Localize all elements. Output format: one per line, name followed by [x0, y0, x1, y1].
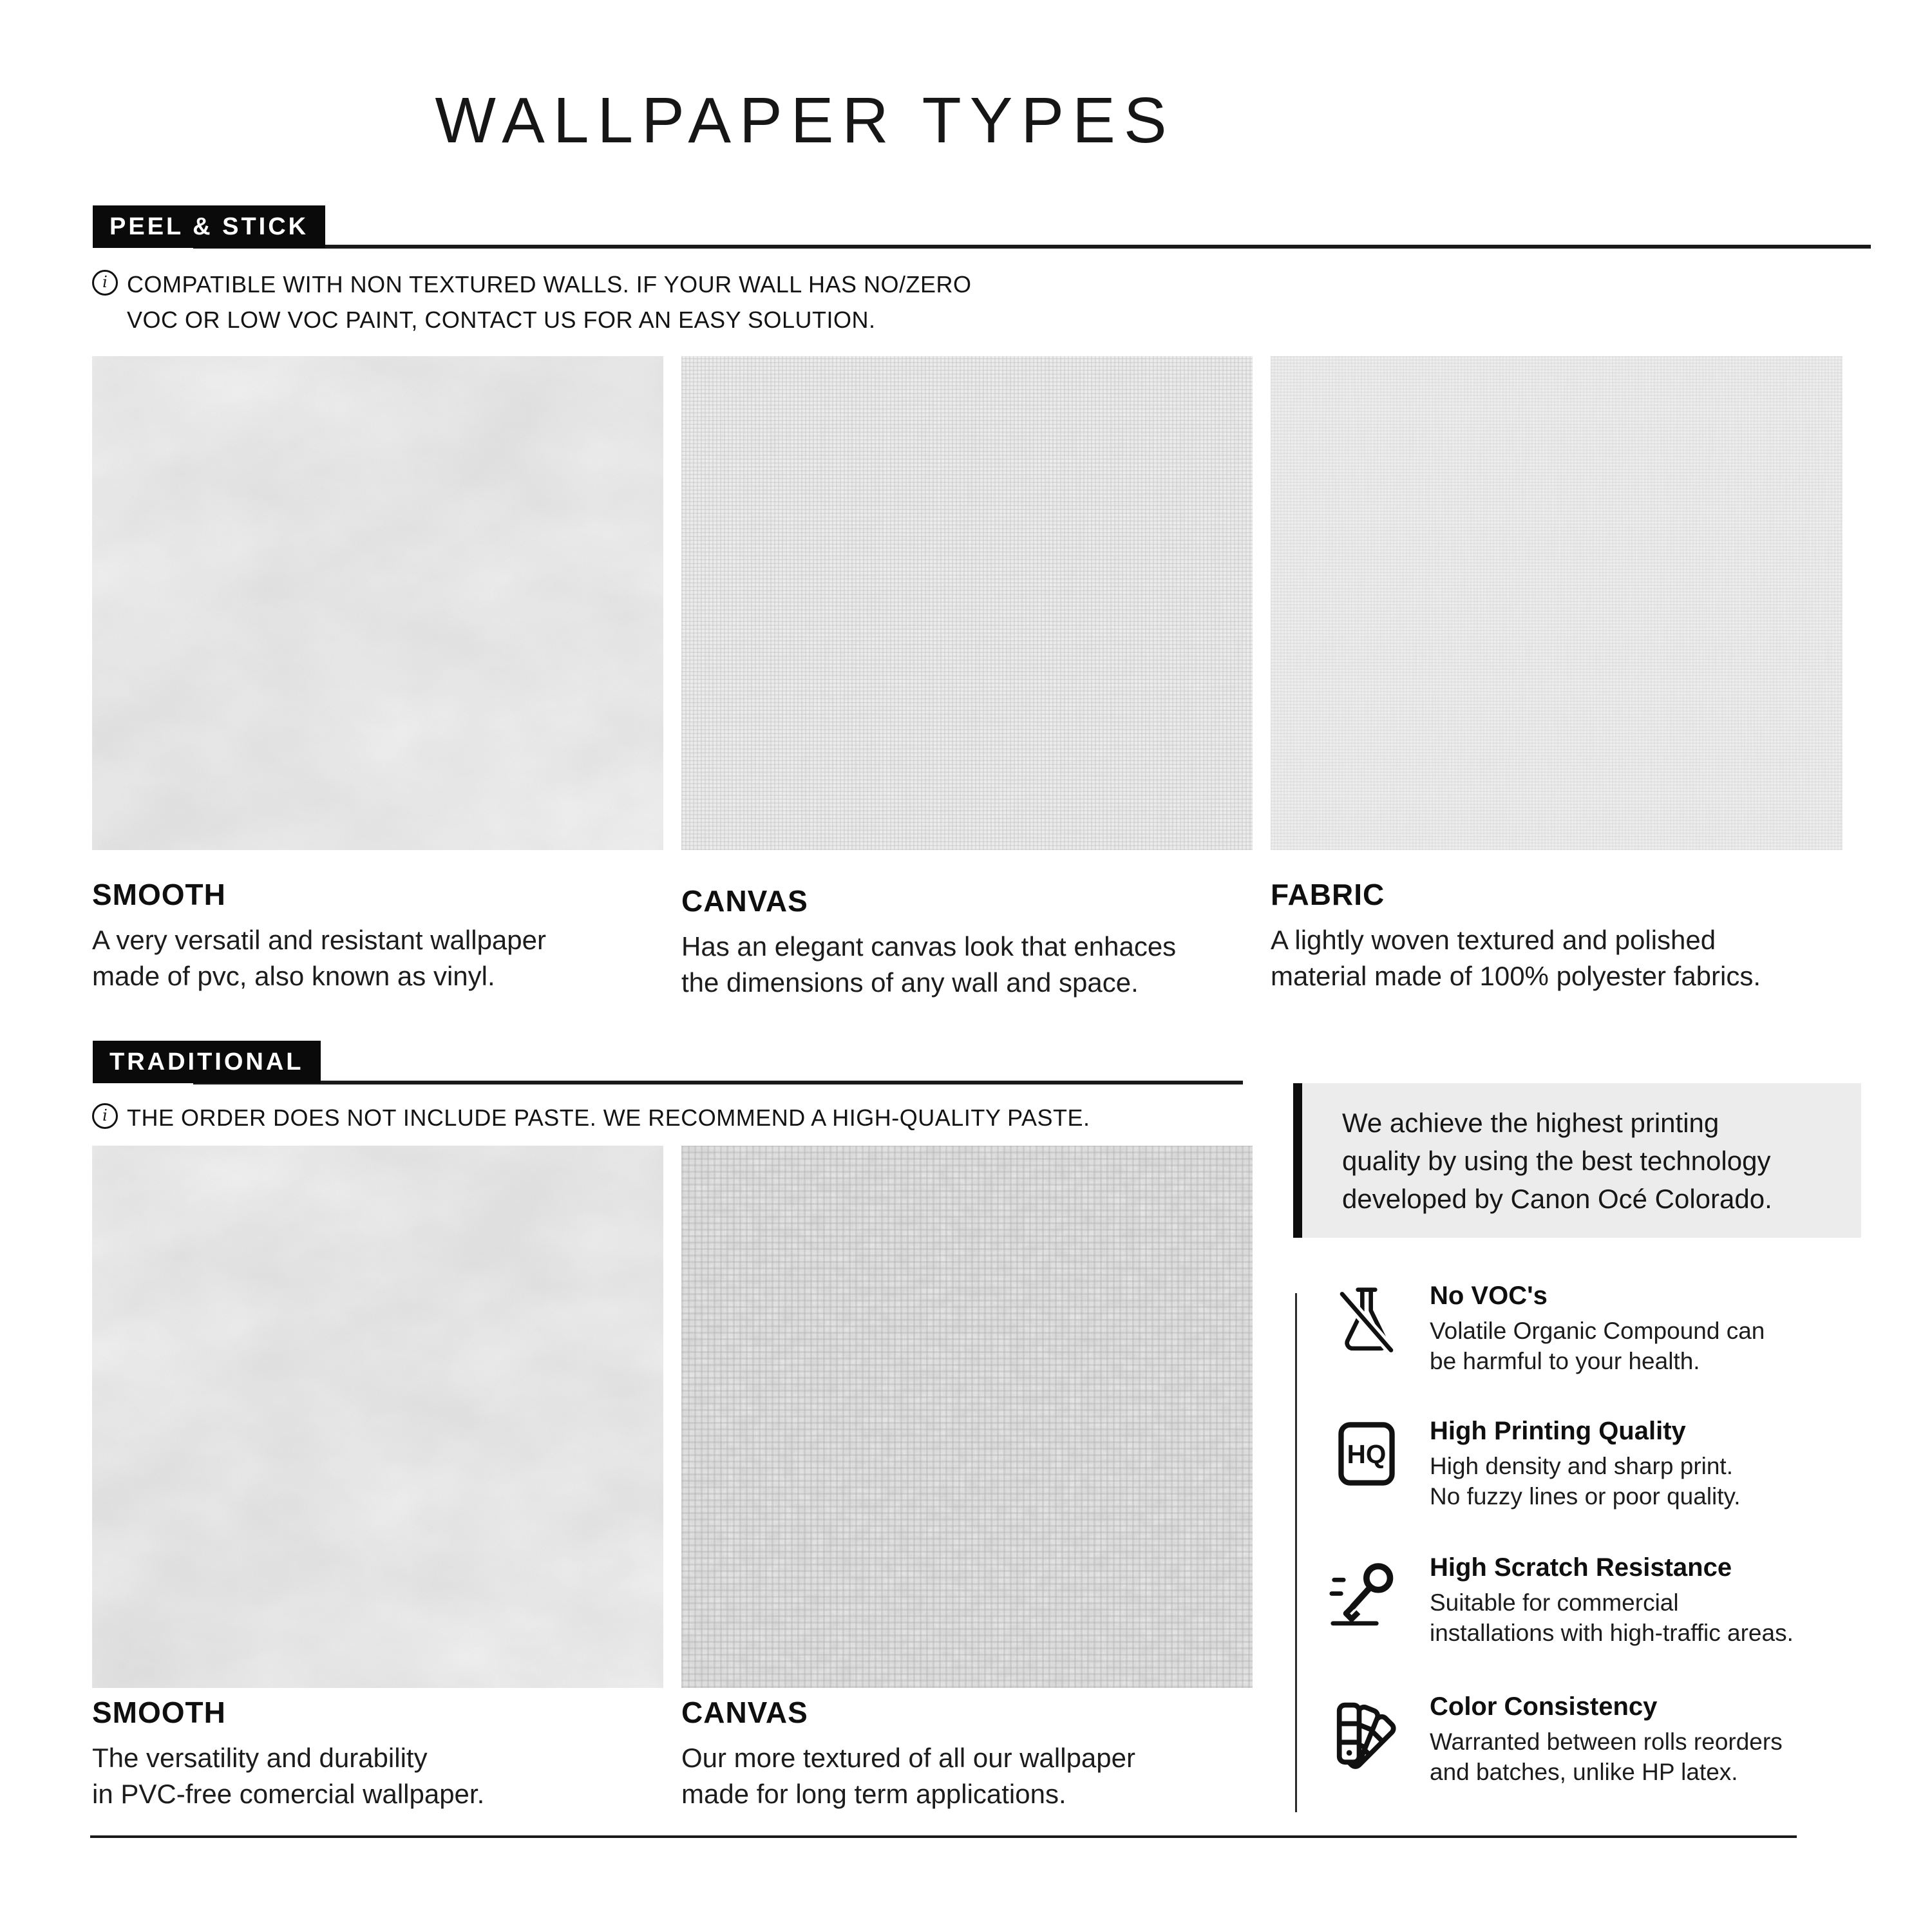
swatch-name: FABRIC: [1271, 878, 1385, 911]
traditional-note: [92, 1100, 1251, 1135]
info-icon: i: [92, 270, 118, 296]
feature-title: High Printing Quality: [1430, 1417, 1686, 1445]
traditional-badge: TRADITIONAL: [93, 1041, 321, 1083]
feature-color-consistency: [1430, 1692, 1893, 1787]
peel-stick-note-line-2: VOC OR LOW VOC PAINT, CONTACT US FOR AN EASY SOLUTION.: [127, 307, 876, 333]
peel-stick-note: [92, 267, 1187, 337]
peel-stick-canvas-swatch-image: [681, 356, 1253, 850]
traditional-canvas-swatch-image: [681, 1146, 1253, 1688]
feature-desc-line-2: and batches, unlike HP latex.: [1430, 1759, 1738, 1785]
hq-icon-label: HQ: [1347, 1439, 1387, 1470]
swatch-name: CANVAS: [681, 884, 808, 918]
swatch-desc-line-1: A very versatil and resistant wallpaper: [92, 925, 546, 955]
feature-title: Color Consistency: [1430, 1692, 1658, 1721]
feature-desc-line-2: be harmful to your health.: [1430, 1348, 1700, 1374]
feature-desc-line-1: Warranted between rolls reorders: [1430, 1728, 1783, 1755]
info-icon: i: [92, 1103, 118, 1129]
peel-stick-section-rule: [193, 245, 1871, 249]
feature-title: No VOC's: [1430, 1282, 1548, 1310]
peel-stick-badge: PEEL & STICK: [93, 205, 325, 248]
swatch-desc-line-2: the dimensions of any wall and space.: [681, 967, 1139, 998]
page-title: WALLPAPER TYPES: [435, 84, 1175, 156]
hq-badge-icon: [1337, 1421, 1396, 1487]
peel-stick-canvas-caption: [681, 884, 1255, 1001]
swatch-desc-line-1: Our more textured of all our wallpaper: [681, 1743, 1135, 1773]
feature-high-printing-quality: [1430, 1417, 1893, 1511]
feature-desc-line-2: No fuzzy lines or poor quality.: [1430, 1483, 1741, 1510]
peel-stick-fabric-caption: [1271, 877, 1844, 994]
feature-no-vocs: [1430, 1282, 1893, 1376]
quality-statement-line-1: We achieve the highest printing: [1342, 1108, 1719, 1138]
traditional-note-line-1: THE ORDER DOES NOT INCLUDE PASTE. WE RECOMMEND A HIGH-QUALITY PASTE.: [127, 1104, 1090, 1131]
feature-desc-line-1: Suitable for commercial: [1430, 1589, 1679, 1616]
features-vertical-rule: [1295, 1293, 1297, 1812]
swatch-desc-line-1: Has an elegant canvas look that enhaces: [681, 931, 1177, 961]
traditional-section-rule: [193, 1081, 1243, 1084]
feature-desc-line-1: High density and sharp print.: [1430, 1453, 1733, 1479]
quality-statement-line-3: developed by Canon Océ Colorado.: [1342, 1184, 1772, 1214]
peel-stick-smooth-caption: [92, 877, 665, 994]
feature-title: High Scratch Resistance: [1430, 1553, 1732, 1582]
scratch-key-icon: [1329, 1557, 1399, 1629]
traditional-canvas-caption: [681, 1695, 1255, 1812]
traditional-smooth-swatch-image: [92, 1146, 663, 1688]
swatch-desc-line-2: in PVC-free comercial wallpaper.: [92, 1779, 485, 1809]
feature-desc-line-2: installations with high-traffic areas.: [1430, 1620, 1794, 1646]
swatch-name: SMOOTH: [92, 878, 226, 911]
bottom-divider-rule: [90, 1835, 1797, 1838]
color-swatchbook-icon: [1334, 1698, 1401, 1767]
traditional-smooth-caption: [92, 1695, 665, 1812]
feature-high-scratch-resistance: [1430, 1553, 1893, 1648]
feature-desc-line-1: Volatile Organic Compound can: [1430, 1318, 1765, 1344]
swatch-name: SMOOTH: [92, 1696, 226, 1729]
swatch-desc-line-2: made of pvc, also known as vinyl.: [92, 961, 495, 991]
swatch-desc-line-2: made for long term applications.: [681, 1779, 1066, 1809]
swatch-desc-line-2: material made of 100% polyester fabrics.: [1271, 961, 1761, 991]
quality-statement-accent-bar: [1293, 1083, 1302, 1238]
swatch-desc-line-1: A lightly woven textured and polished: [1271, 925, 1716, 955]
quality-statement-panel: [1302, 1083, 1861, 1238]
quality-statement-line-2: quality by using the best technology: [1342, 1146, 1771, 1176]
swatch-name: CANVAS: [681, 1696, 808, 1729]
peel-stick-smooth-swatch-image: [92, 356, 663, 850]
swatch-desc-line-1: The versatility and durability: [92, 1743, 428, 1773]
peel-stick-note-line-1: COMPATIBLE WITH NON TEXTURED WALLS. IF YOUR WALL HAS NO/ZERO: [127, 271, 972, 298]
no-voc-flask-icon: [1334, 1285, 1399, 1358]
peel-stick-fabric-swatch-image: [1271, 356, 1842, 850]
